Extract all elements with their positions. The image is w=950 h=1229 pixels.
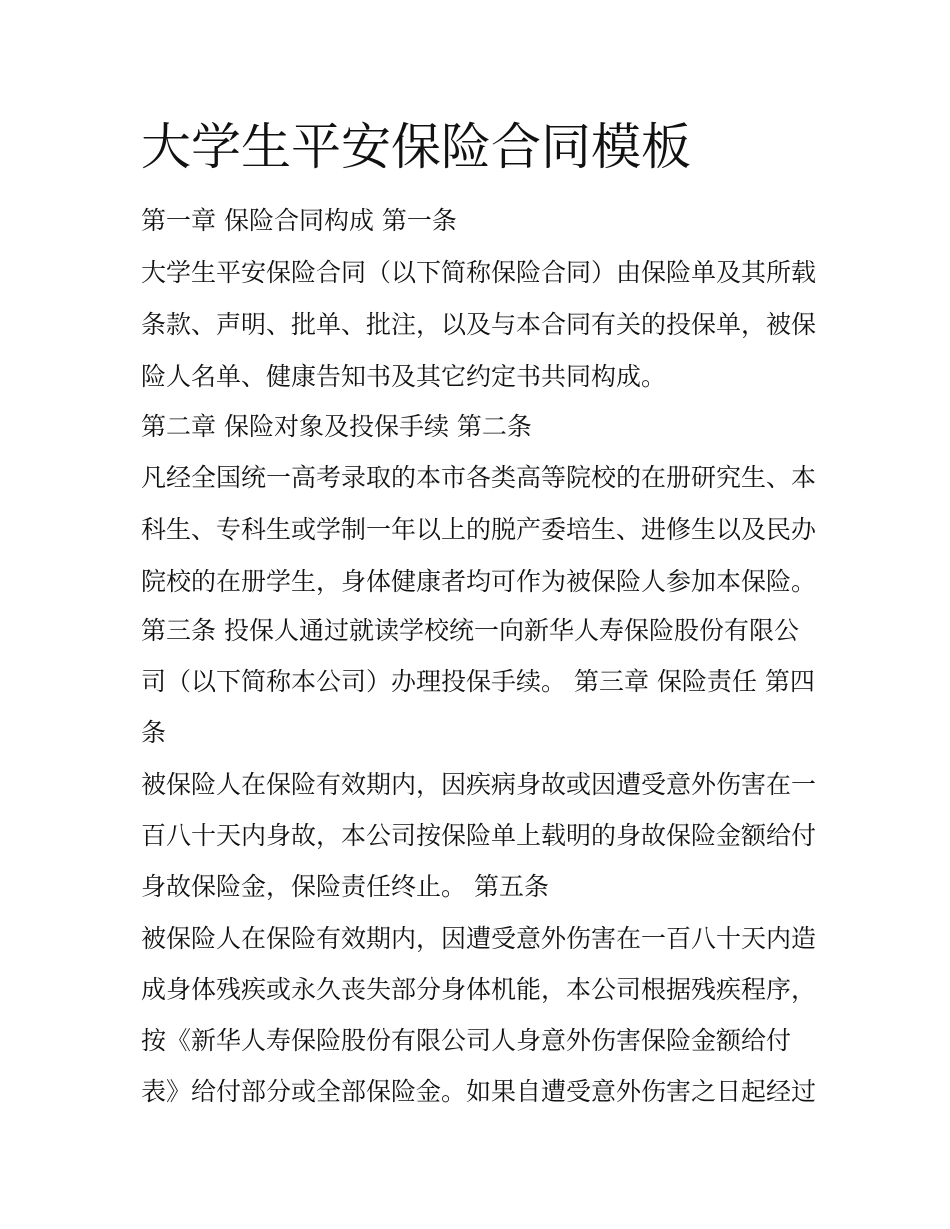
- text-line: 科生、专科生或学制一年以上的脱产委培生、进修生以及民办: [141, 515, 817, 544]
- text-line: 条: [141, 718, 167, 747]
- text-line: 司（以下简称本公司）办理投保手续。 第三章 保险责任 第四: [141, 667, 815, 696]
- text-line: 第三条 投保人通过就读学校统一向新华人寿保险股份有限公: [141, 616, 799, 645]
- text-line: 身故保险金，保险责任终止。 第五条: [141, 872, 549, 901]
- text-line: 成身体残疾或永久丧失部分身体机能，本公司根据残疾程序，: [141, 975, 817, 1004]
- text-line: 院校的在册学生，身体健康者均可作为被保险人参加本保险。: [141, 567, 817, 596]
- chapter-2-heading: 第二章 保险对象及投保手续 第二条: [141, 412, 532, 441]
- text-line: 按《新华人寿保险股份有限公司人身意外伤害保险金额给付: [141, 1026, 792, 1055]
- text-line: 表》给付部分或全部保险金。如果自遭受意外伤害之日起经过: [141, 1077, 817, 1106]
- text-line: 条款、声明、批单、批注，以及与本合同有关的投保单，被保: [141, 310, 817, 339]
- chapter-1-heading: 第一章 保险合同构成 第一条: [141, 206, 457, 235]
- text-line: 被保险人在保险有效期内，因疾病身故或因遭受意外伤害在一: [141, 770, 817, 799]
- text-line: 被保险人在保险有效期内，因遭受意外伤害在一百八十天内造: [141, 924, 817, 953]
- text-line: 险人名单、健康告知书及其它约定书共同构成。: [141, 362, 667, 391]
- text-line: 凡经全国统一高考录取的本市各类高等院校的在册研究生、本: [141, 463, 817, 492]
- text-line: 大学生平安保险合同（以下简称保险合同）由保险单及其所载: [141, 258, 817, 287]
- text-line: 百八十天内身故，本公司按保险单上载明的身故保险金额给付: [141, 821, 817, 850]
- document-title: 大学生平安保险合同模板: [141, 118, 691, 176]
